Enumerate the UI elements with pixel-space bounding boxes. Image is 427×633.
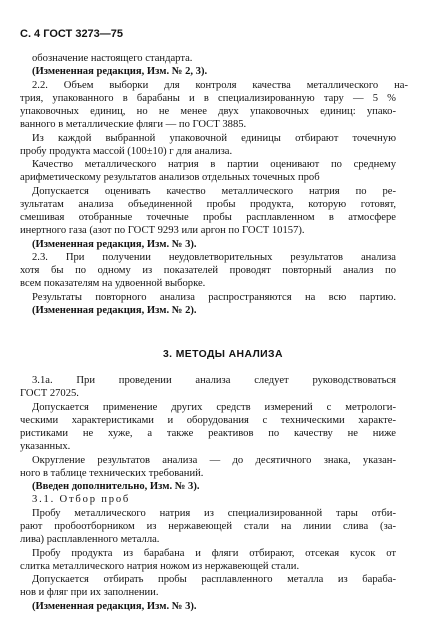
text-line: арифметическому результатов анализов отдельных точечных проб — [20, 172, 320, 183]
text-line: ристиками не хуже, а также реактивов по качеству не ниже — [20, 428, 396, 439]
text-line: рают пробоотборником из нержавеющей стали на линии слива (за- — [20, 521, 396, 532]
text-line: Из каждой выбранной упаковочной единицы отбирают точечную — [32, 133, 396, 144]
text-line: обозначение настоящего стандарта. — [32, 53, 193, 64]
amendment-note: (Измененная редакция, Изм. № 3). — [32, 239, 197, 250]
text-line: всем показателям на удвоенной выборке. — [20, 278, 206, 289]
text-line: 2.3. При получении неудовлетворительных результатов анализа — [32, 252, 396, 263]
text-line: указанных. — [20, 441, 71, 452]
text-line: зультатам анализа объединенной пробы продукта, которую готовят, — [20, 199, 396, 210]
text-line: слитка металлического натрия ножом из нержавеющей стали. — [20, 561, 300, 572]
text-line: Результаты повторного анализа распространяются на всю партию. — [32, 292, 396, 303]
text-line: смешивая отобранные точечные пробы расплавленном в атмосфере — [20, 212, 396, 223]
text-line: Качество металлического натрия в партии оценивают по среднему — [32, 159, 396, 170]
amendment-note: (Измененная редакция, Изм. № 3). — [32, 601, 197, 612]
text-line: пробу продукта массой (100±10) г для анализа. — [20, 146, 233, 157]
text-line: Пробу продукта из барабана и фляги отбирают, отсекая кусок от — [32, 548, 396, 559]
amendment-note: (Измененная редакция, Изм. № 2). — [32, 305, 197, 316]
text-line: Округление результатов анализа — до десятичного знака, указан- — [32, 455, 396, 466]
text-line: ческими характеристиками и оборудования с техническими характе- — [20, 415, 396, 426]
text-line: Допускается оценивать качество металлического натрия по ре- — [32, 186, 396, 197]
text-line: трия, упакованного в барабаны и в специализированную тару — 5 % — [20, 93, 396, 104]
text-line: Пробу металлического натрия из специализированной тары отби- — [32, 508, 396, 519]
text-line: Допускается отбирать пробы расплавленного металла из бараба- — [32, 574, 396, 585]
text-line: ГОСТ 27025. — [20, 388, 79, 399]
amendment-note: (Измененная редакция, Изм. № 2, 3). — [32, 66, 208, 77]
text-line: хотя бы по одному из показателей проводят повторный анализ по — [20, 265, 396, 276]
text-line: 2.2. Объем выборки для контроля качества металлического на- — [32, 80, 408, 91]
section-heading: 3. МЕТОДЫ АНАЛИЗА — [163, 349, 283, 360]
text-line: нов и фляг при их заполнении. — [20, 587, 159, 598]
amendment-note: (Введен дополнительно, Изм. № 3). — [32, 481, 200, 492]
text-line: упаковочных единиц, но не менее двух упаковочных единиц: упако- — [20, 106, 396, 117]
text-line: Допускается применение других средств измерений с метрологи- — [32, 402, 396, 413]
subsection-heading: 3.1. Отбор проб — [32, 494, 131, 505]
text-line: инертного газа (азот по ГОСТ 9293 или аргон по ГОСТ 10157). — [20, 225, 305, 236]
page-header: С. 4 ГОСТ 3273—75 — [20, 28, 124, 40]
text-line: лива) расплавленного металла. — [20, 534, 160, 545]
text-line: 3.1а. При проведении анализа следует руководствоваться — [32, 375, 396, 386]
text-line: ного в таблице технических требований. — [20, 468, 204, 479]
text-line: ванного в металлические фляги — по ГОСТ 3885. — [20, 119, 247, 130]
